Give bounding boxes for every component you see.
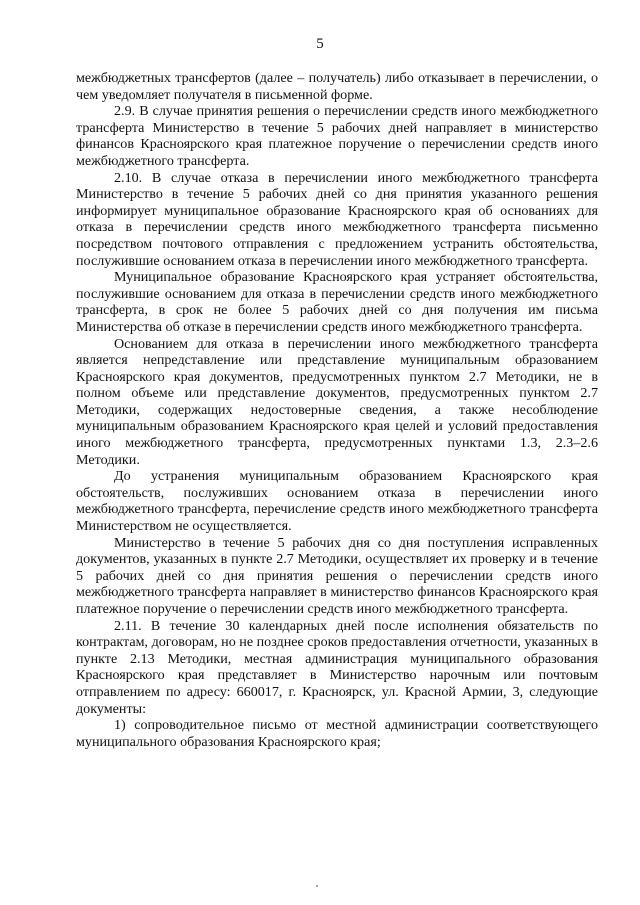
- paragraph-elimination: Муниципальное образование Красноярского края устраняет обстоятельства, послужившие основанием для отказа в перечислении средств иного межбюджетного трансферта, в срок не более 5 рабочих дней со дня получения им письма Министерства об отказе в перечислении средств иного межбюджетного трансферта.: [76, 269, 598, 335]
- scan-speck: [316, 885, 318, 887]
- paragraph-ministry-check: Министерство в течение 5 рабочих дня со дня поступления исправленных документов, указанных в пункте 2.7 Методики, осуществляет их проверку и в течение 5 рабочих дней со дня принятия решения о перечислении средств иного межбюджетного трансферта направляет в министерство финансов Красноярского края платежное поручение о перечислении средств иного межбюджетного трансферта.: [76, 534, 598, 617]
- document-body: [76, 70, 598, 750]
- list-item-1: 1) сопроводительное письмо от местной администрации соответствующего муниципального образования Красноярского края;: [76, 717, 598, 750]
- paragraph-2-9: 2.9. В случае принятия решения о перечислении средств иного межбюджетного трансферта Министерство в течение 5 рабочих дней направляет в министерство финансов Красноярского края платежное поручение о перечислении средств иного межбюджетного трансферта.: [76, 103, 598, 169]
- page-number: 5: [316, 36, 324, 52]
- paragraph-2-10: 2.10. В случае отказа в перечислении иного межбюджетного трансферта Министерство в течение 5 рабочих дней со дня принятия указанного решения информирует муниципальное образование Красноярского края об основаниях для отказа в перечислении средств иного межбюджетного трансферта письменно посредством почтового отправления с предложением устранить обстоятельства, послужившие основанием отказа в перечислении иного межбюджетного трансферта.: [76, 169, 598, 269]
- paragraph-2-11: 2.11. В течение 30 календарных дней после исполнения обязательств по контрактам, договорам, но не позднее сроков предоставления отчетности, указанных в пункте 2.13 Методики, местная администрация муниципального образования Красноярского края представляет в Министерство нарочным или почтовым отправлением по адресу: 660017, г. Красноярск, ул. Красной Армии, 3, следующие документы:: [76, 617, 598, 717]
- paragraph-continuation: межбюджетных трансфертов (далее – получатель) либо отказывает в перечислении, о чем уведомляет получателя в письменной форме.: [76, 70, 598, 103]
- paragraph-until-elimination: До устранения муниципальным образованием Красноярского края обстоятельств, послуживших основанием отказа в перечислении иного межбюджетного трансферта, перечисление средств иного межбюджетного трансферта Министерством не осуществляется.: [76, 468, 598, 535]
- paragraph-refusal-grounds: Основанием для отказа в перечислении иного межбюджетного трансферта является непредставление или представление муниципальным образованием Красноярского края документов, предусмотренных пунктом 2.7 Методики, не в полном объеме или представление документов, предусмотренных пунктом 2.7 Методики, содержащих недостоверные сведения, а также несоблюдение муниципальным образованием Красноярского края целей и условий предоставления иного межбюджетного трансферта, предусмотренных пунктами 1.3, 2.3–2.6 Методики.: [76, 335, 598, 468]
